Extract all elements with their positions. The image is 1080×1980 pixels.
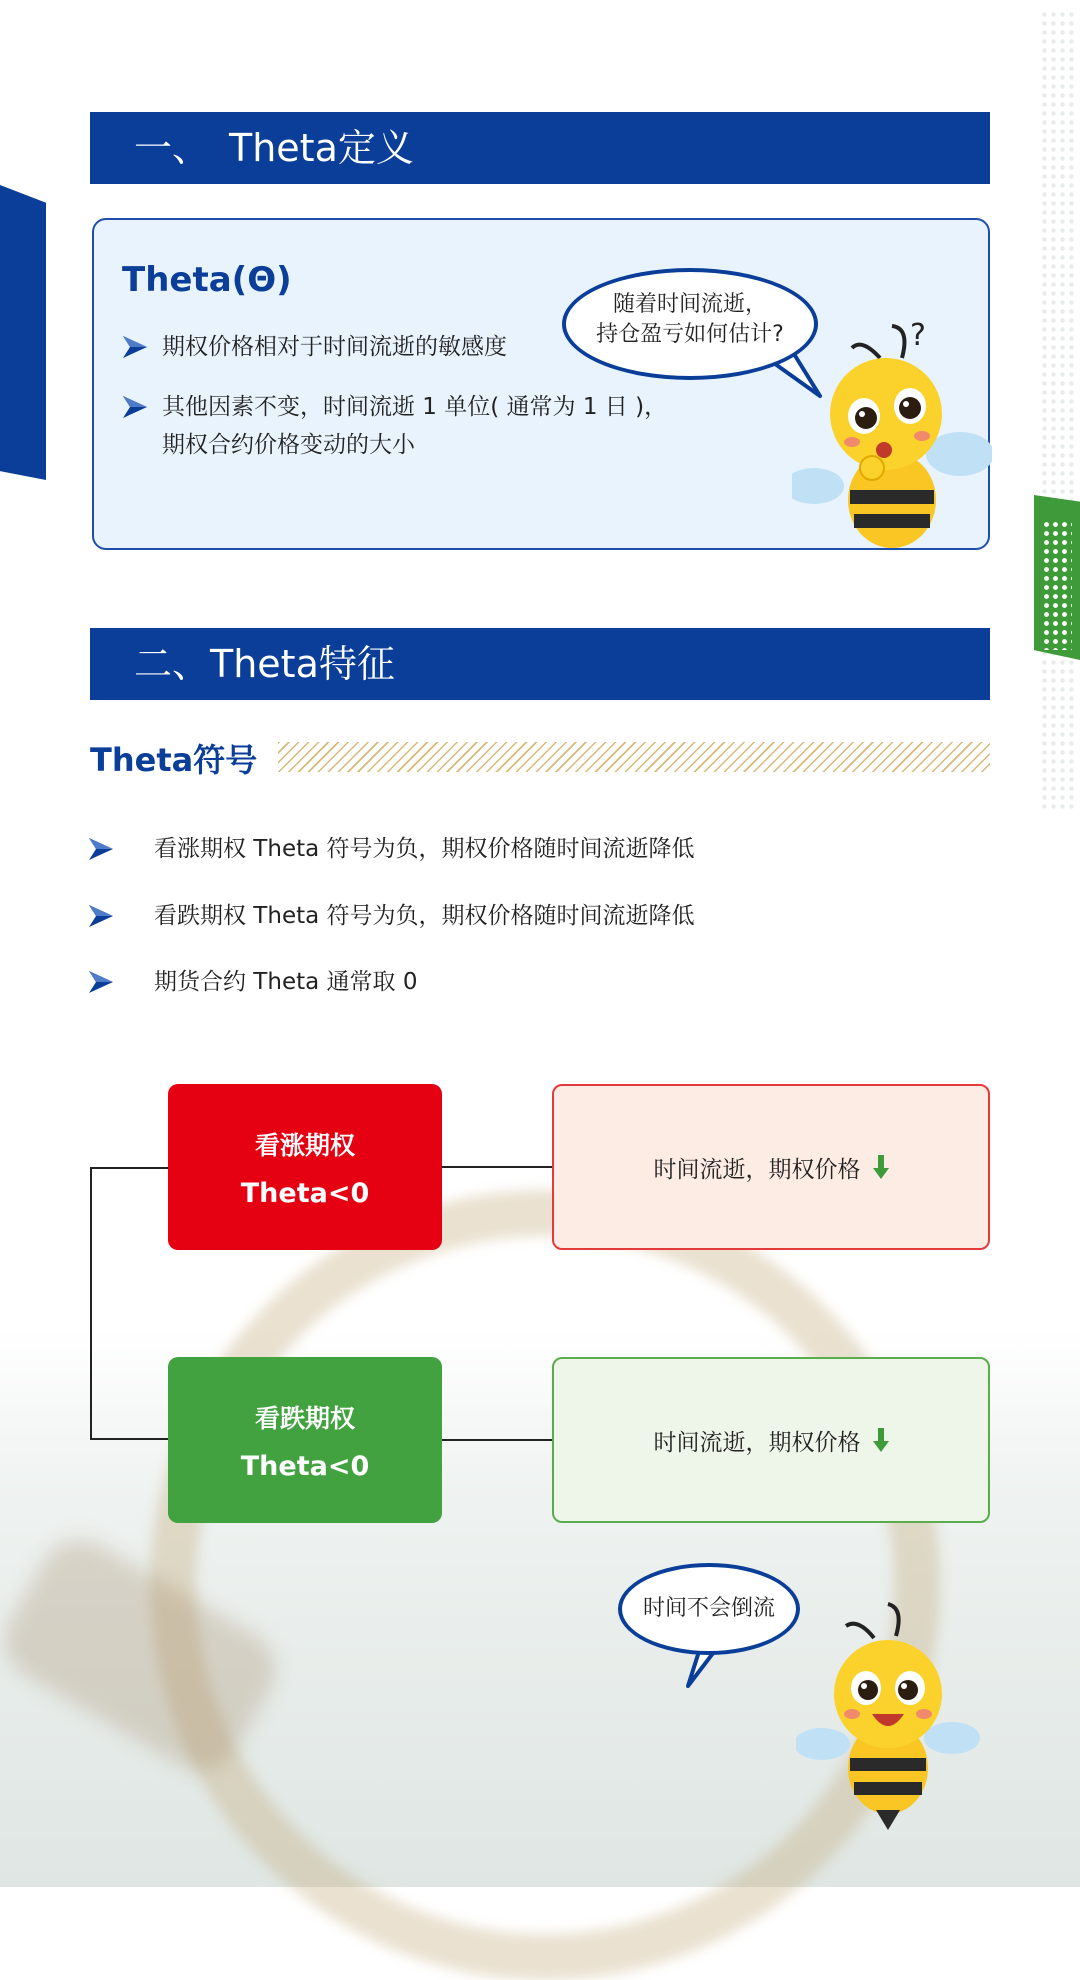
speech-bubble-question: 随着时间流逝， 持仓盈亏如何估计? [562,268,818,380]
section-1-title: 一、 Theta定义 [90,112,990,184]
question-mark: ? [910,318,926,353]
call-result-text: 时间流逝，期权价格 [653,1156,861,1183]
thinking-bee-icon [792,318,992,550]
put-result-text: 时间流逝，期权价格 [653,1429,861,1456]
diagram-bracket-line [90,1167,168,1440]
down-arrow-icon [873,1154,889,1180]
definition-bullet-2 [122,388,667,464]
definition-bullet-1: 期权价格相对于时间流逝的敏感度 [122,328,507,366]
put-option-box [168,1357,442,1523]
call-option-label: 看涨期权 [254,1131,355,1160]
speech-bubble-time: 时间不会倒流 [618,1563,800,1655]
definition-bullet-2-line-1: 其他因素不变，时间流逝 1 单位( 通常为 1 日 )， [162,394,668,420]
theta-sign-bullet-2: 看跌期权 Theta 符号为负，期权价格随时间流逝降低 [88,897,695,935]
definition-title: Theta(Θ) [122,260,292,300]
magnifier-background-image [150,1190,940,1980]
call-option-theta: Theta<0 [240,1178,370,1209]
arrow-icon [88,970,114,994]
happy-bee-icon [796,1598,980,1832]
right-dots-decoration [1042,520,1072,650]
definition-bullet-2-line-2: 期权合约价格变动的大小 [162,432,415,458]
put-option-label: 看跌期权 [254,1404,355,1433]
down-arrow-icon [873,1427,889,1453]
call-result-box [552,1084,990,1250]
hatch-decoration [278,742,990,772]
arrow-icon [88,837,114,861]
put-result-box [552,1357,990,1523]
theta-sign-bullet-3: 期货合约 Theta 通常取 0 [88,963,417,1001]
dot-pattern-decoration [1040,10,1076,810]
put-option-theta: Theta<0 [240,1451,370,1482]
theta-sign-bullet-1: 看涨期权 Theta 符号为负，期权价格随时间流逝降低 [88,830,695,868]
connector-line-call [442,1166,552,1168]
connector-line-put [442,1439,552,1441]
call-option-box [168,1084,442,1250]
theta-sign-heading: Theta符号 [90,741,258,779]
arrow-icon [122,335,148,359]
arrow-icon [122,395,148,419]
section-2-title: 二、Theta特征 [90,628,990,700]
left-blue-decoration [0,185,46,480]
arrow-icon [88,904,114,928]
